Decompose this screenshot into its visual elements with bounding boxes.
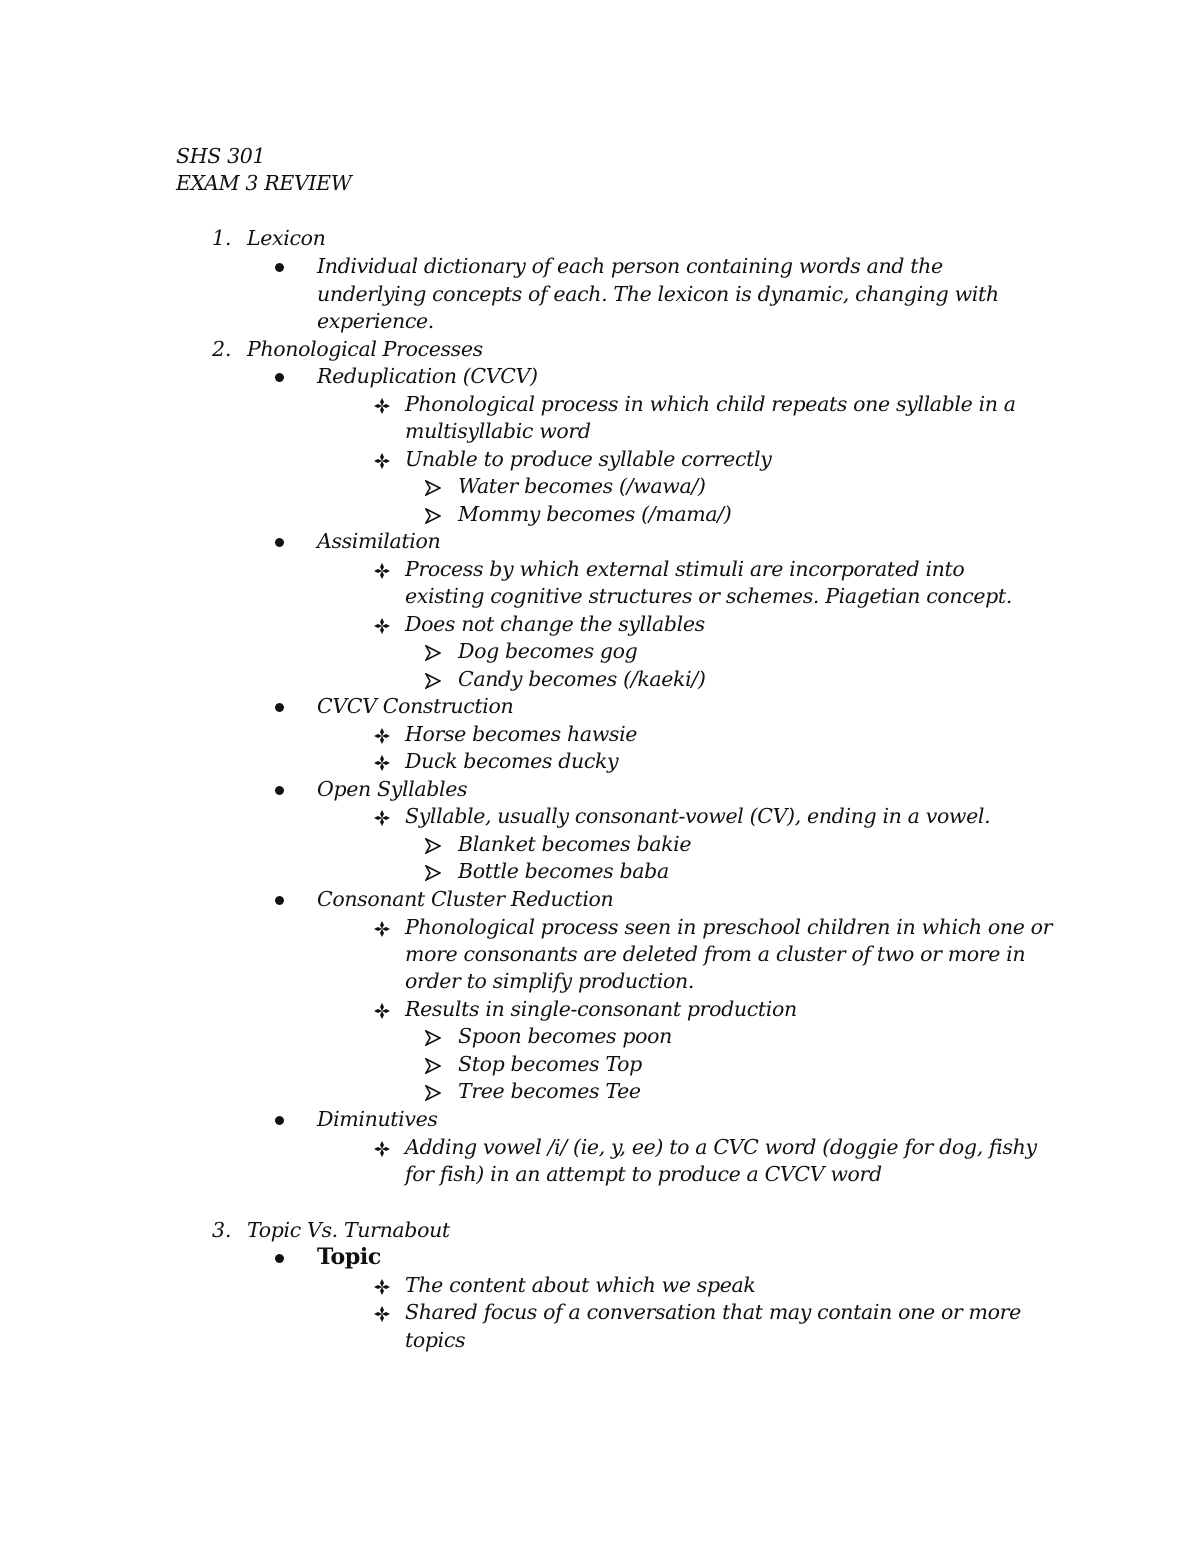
subtopic-label-bold: Topic — [317, 1244, 381, 1270]
arrow-bullet-icon — [425, 645, 441, 661]
body-text: underlying concepts of each. The lexicon is dynamic, changing with — [317, 282, 999, 306]
subtopic-label: Open Syllables — [317, 777, 468, 801]
subtopic-label: CVCV Construction — [317, 694, 514, 718]
section-number: 1. — [212, 226, 232, 250]
body-text: existing cognitive structures or schemes. Piagetian concept. — [405, 584, 1012, 608]
diamond-bullet-icon — [373, 1278, 391, 1296]
body-text: Adding vowel /i/ (ie, y, ee) to a CVC word (doggie for dog, fishy — [405, 1135, 1037, 1159]
body-text: topics — [405, 1328, 466, 1352]
body-text: Process by which external stimuli are incorporated into — [405, 557, 965, 581]
body-text: more consonants are deleted from a cluster of two or more in — [405, 942, 1026, 966]
bullet-dot-icon — [275, 896, 284, 905]
diamond-bullet-icon — [373, 920, 391, 938]
example-text: Spoon becomes poon — [458, 1024, 672, 1048]
subtopic-label: Diminutives — [317, 1107, 438, 1131]
bullet-dot-icon — [275, 538, 284, 547]
diamond-bullet-icon — [373, 617, 391, 635]
section-title-topic-vs-turnabout: Topic Vs. Turnabout — [247, 1218, 450, 1242]
body-text: experience. — [317, 309, 434, 333]
arrow-bullet-icon — [425, 1058, 441, 1074]
bullet-dot-icon — [275, 373, 284, 382]
body-text: Does not change the syllables — [405, 612, 705, 636]
bullet-dot-icon — [275, 703, 284, 712]
arrow-bullet-icon — [425, 1085, 441, 1101]
subtopic-label: Reduplication (CVCV) — [317, 364, 538, 388]
example-text: Tree becomes Tee — [458, 1079, 641, 1103]
diamond-bullet-icon — [373, 809, 391, 827]
body-text: order to simplify production. — [405, 969, 695, 993]
exam-title: EXAM 3 REVIEW — [176, 171, 352, 195]
body-text: Unable to produce syllable correctly — [405, 447, 772, 471]
arrow-bullet-icon — [425, 673, 441, 689]
bullet-dot-icon — [275, 1254, 284, 1263]
bullet-dot-icon — [275, 263, 284, 272]
section-title-phonological-processes: Phonological Processes — [247, 337, 483, 361]
subtopic-label: Assimilation — [317, 529, 441, 553]
body-text: Shared focus of a conversation that may contain one or more — [405, 1300, 1021, 1324]
diamond-bullet-icon — [373, 727, 391, 745]
subtopic-label: Consonant Cluster Reduction — [317, 887, 614, 911]
example-text: Candy becomes (/kaeki/) — [458, 667, 706, 691]
arrow-bullet-icon — [425, 508, 441, 524]
section-number: 3. — [212, 1218, 232, 1242]
arrow-bullet-icon — [425, 838, 441, 854]
arrow-bullet-icon — [425, 480, 441, 496]
body-text: multisyllabic word — [405, 419, 591, 443]
example-text: Bottle becomes baba — [458, 859, 669, 883]
body-text: Results in single-consonant production — [405, 997, 797, 1021]
diamond-bullet-icon — [373, 1305, 391, 1323]
body-text: Individual dictionary of each person containing words and the — [317, 254, 943, 278]
arrow-bullet-icon — [425, 1030, 441, 1046]
example-text: Blanket becomes bakie — [458, 832, 692, 856]
example-text: Mommy becomes (/mama/) — [458, 502, 732, 526]
diamond-bullet-icon — [373, 397, 391, 415]
example-text: Water becomes (/wawa/) — [458, 474, 706, 498]
body-text: for fish) in an attempt to produce a CVCV word — [405, 1162, 882, 1186]
diamond-bullet-icon — [373, 452, 391, 470]
body-text: Duck becomes ducky — [405, 749, 619, 773]
bullet-dot-icon — [275, 1116, 284, 1125]
body-text: Phonological process in which child repeats one syllable in a — [405, 392, 1016, 416]
body-text: Syllable, usually consonant-vowel (CV), ending in a vowel. — [405, 804, 991, 828]
example-text: Dog becomes gog — [458, 639, 638, 663]
diamond-bullet-icon — [373, 1002, 391, 1020]
body-text: Phonological process seen in preschool children in which one or — [405, 915, 1053, 939]
section-number: 2. — [212, 337, 232, 361]
diamond-bullet-icon — [373, 754, 391, 772]
arrow-bullet-icon — [425, 865, 441, 881]
diamond-bullet-icon — [373, 562, 391, 580]
body-text: Horse becomes hawsie — [405, 722, 638, 746]
body-text: The content about which we speak — [405, 1273, 756, 1297]
course-title: SHS 301 — [176, 144, 266, 168]
diamond-bullet-icon — [373, 1140, 391, 1158]
bullet-dot-icon — [275, 786, 284, 795]
example-text: Stop becomes Top — [458, 1052, 642, 1076]
section-title-lexicon: Lexicon — [247, 226, 326, 250]
